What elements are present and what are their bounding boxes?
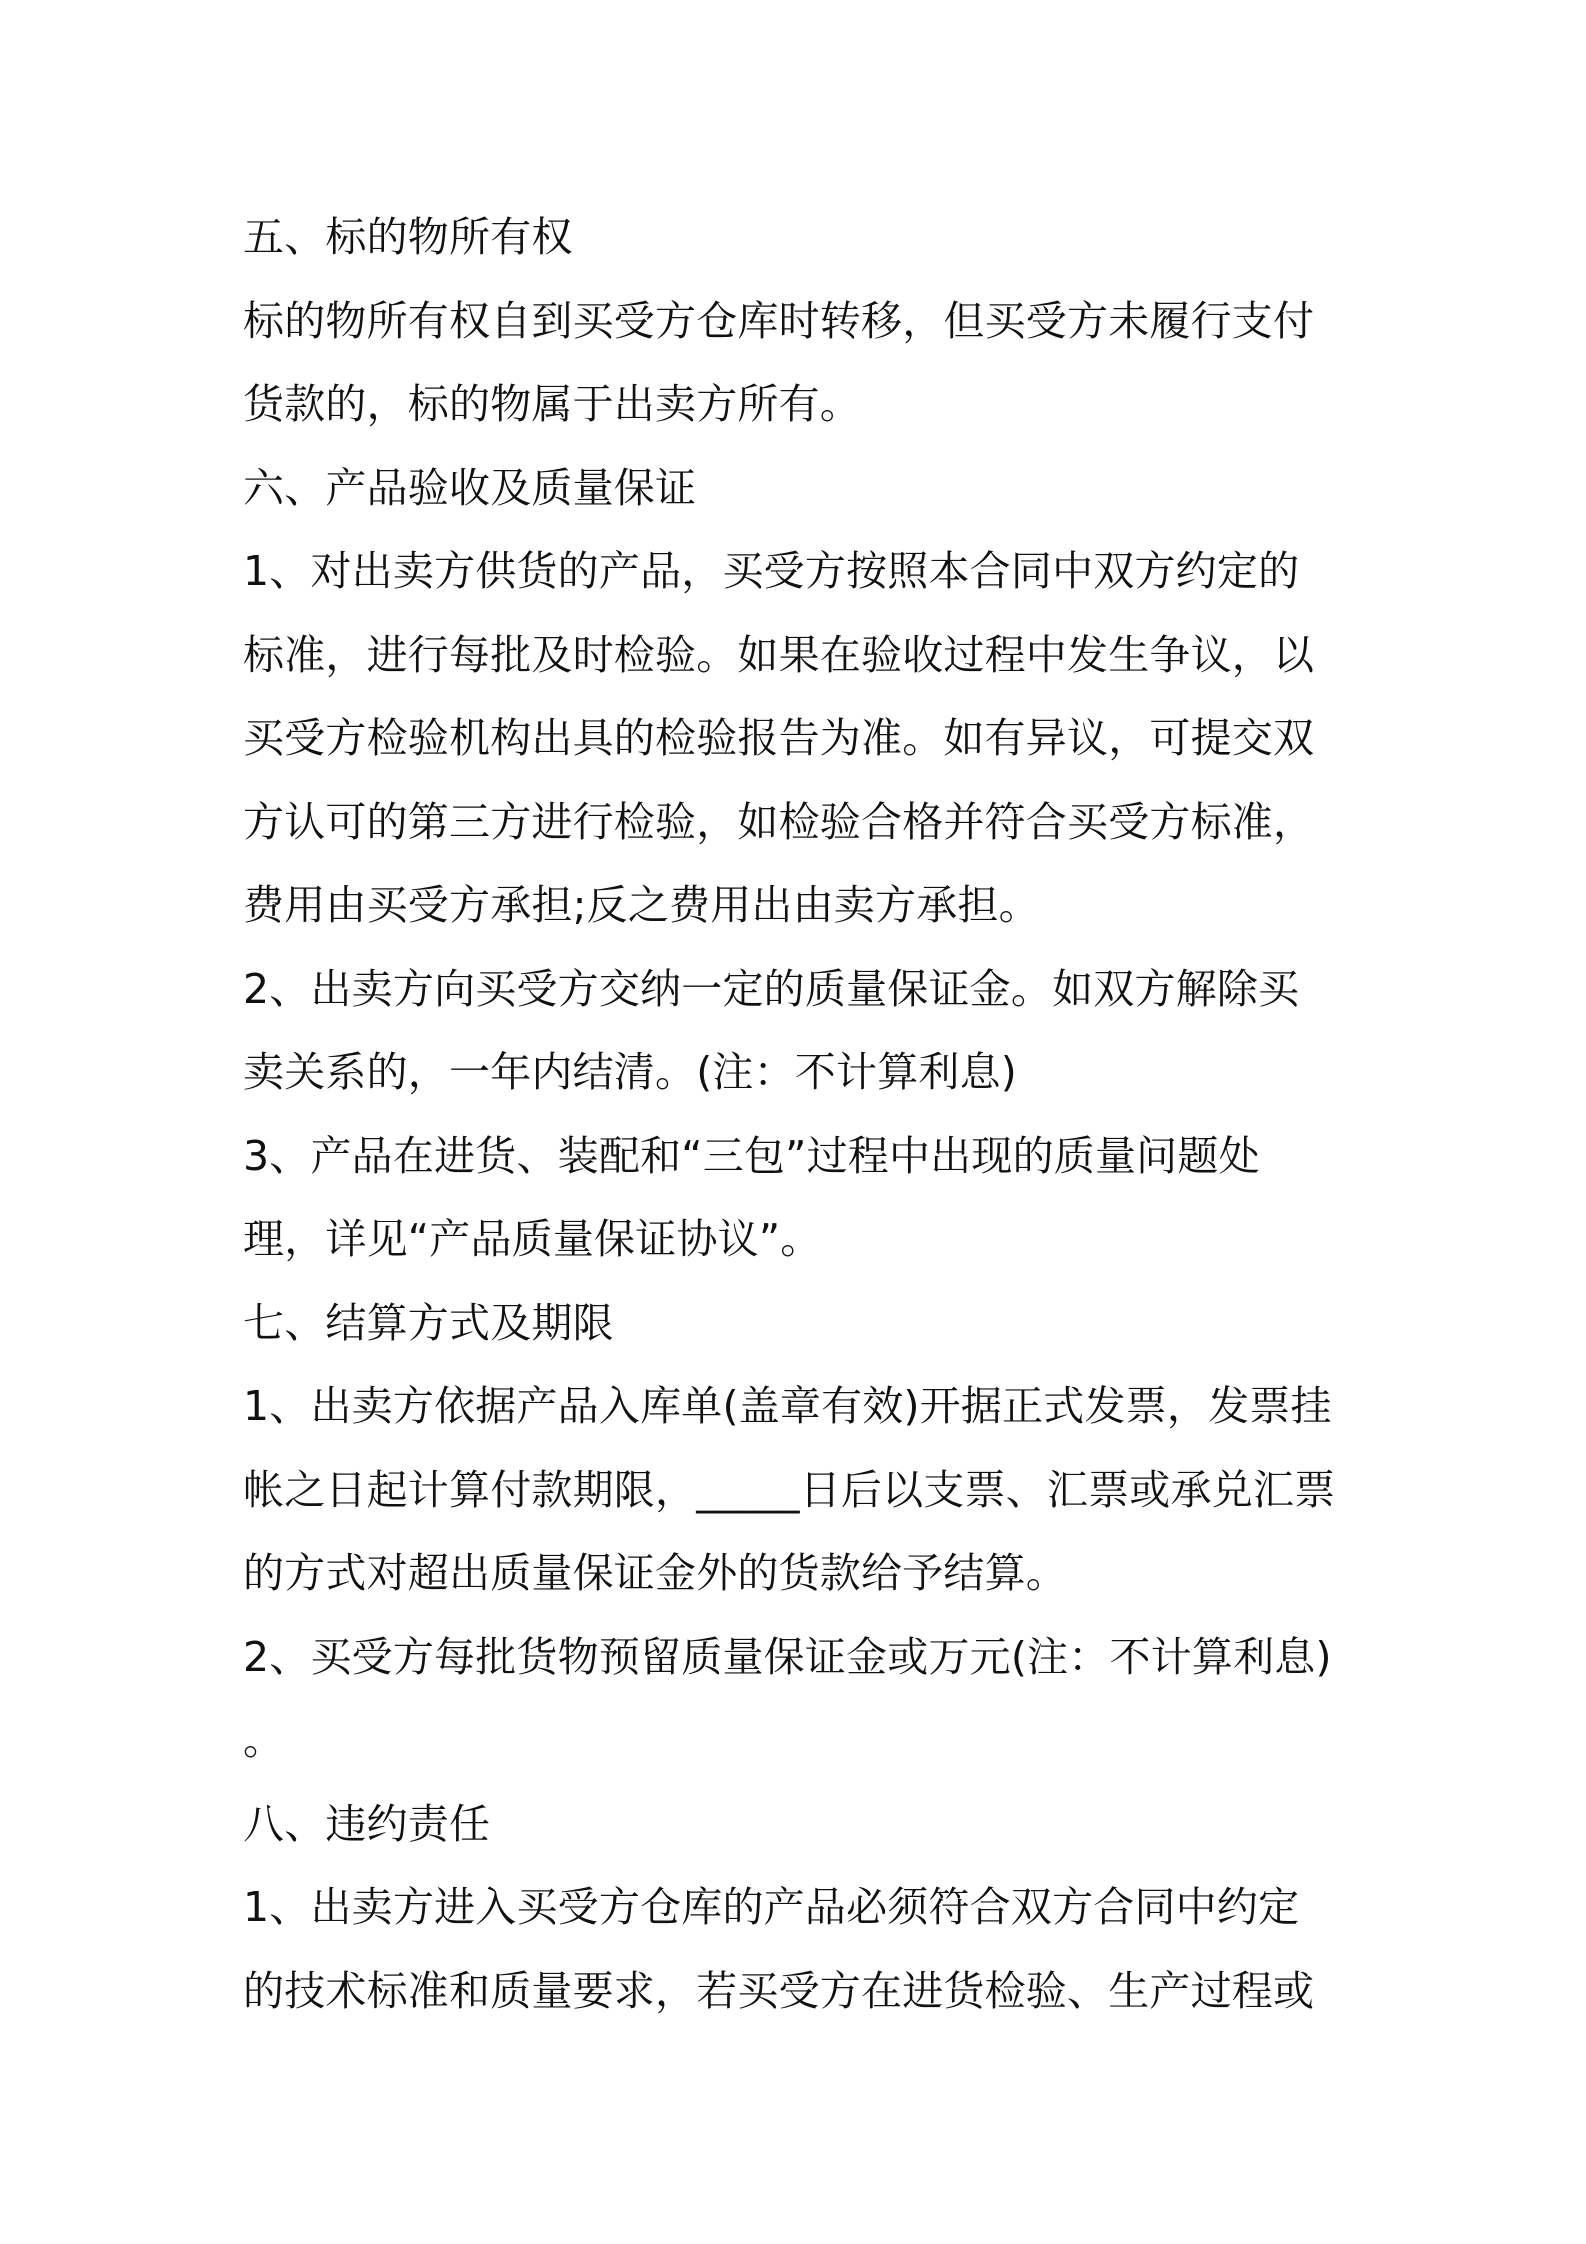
paragraph-line: 的技术标准和质量要求，若买受方在进货检验、生产过程或 [243, 1966, 1315, 2015]
section-heading-ownership: 五、标的物所有权 [243, 213, 573, 261]
section-heading-inspection: 六、产品验收及质量保证 [243, 463, 697, 512]
section-heading-settlement: 七、结算方式及期限 [243, 1298, 614, 1347]
document-body [243, 196, 1363, 2033]
paragraph-line: 2、买受方每批货物预留质量保证金或万元(注：不计算利息) [243, 1632, 1332, 1681]
paragraph-line: 费用由买受方承担;反之费用出由卖方承担。 [243, 881, 1040, 929]
paragraph-line: 方认可的第三方进行检验，如检验合格并符合买受方标准， [243, 797, 1315, 846]
paragraph-line: 。 [243, 1716, 285, 1764]
paragraph-line: 的方式对超出质量保证金外的货款给予结算。 [243, 1549, 1067, 1597]
paragraph-line: 帐之日起计算付款期限，_____日后以支票、汇票或承兑汇票 [243, 1465, 1336, 1514]
paragraph-line: 1、出卖方进入买受方仓库的产品必须符合双方合同中约定 [243, 1883, 1300, 1931]
paragraph-line: 标准，进行每批及时检验。如果在验收过程中发生争议，以 [243, 630, 1315, 679]
section-heading-liability: 八、违约责任 [243, 1799, 491, 1848]
paragraph-line: 3、产品在进货、装配和“三包”过程中出现的质量问题处 [243, 1131, 1260, 1180]
paragraph-line: 标的物所有权自到买受方仓库时转移，但买受方未履行支付 [243, 296, 1315, 345]
paragraph-line: 1、对出卖方供货的产品，买受方按照本合同中双方约定的 [243, 547, 1300, 595]
paragraph-line: 卖关系的，一年内结清。(注：不计算利息) [243, 1048, 1017, 1096]
paragraph-line: 货款的，标的物属于出卖方所有。 [243, 380, 861, 428]
paragraph-line: 1、出卖方依据产品入库单(盖章有效)开据正式发票，发票挂 [243, 1382, 1332, 1430]
paragraph-line: 买受方检验机构出具的检验报告为准。如有异议，可提交双 [243, 714, 1315, 762]
paragraph-line: 2、出卖方向买受方交纳一定的质量保证金。如双方解除买 [243, 964, 1300, 1013]
paragraph-line: 理，详见“产品质量保证协议”。 [243, 1215, 822, 1263]
